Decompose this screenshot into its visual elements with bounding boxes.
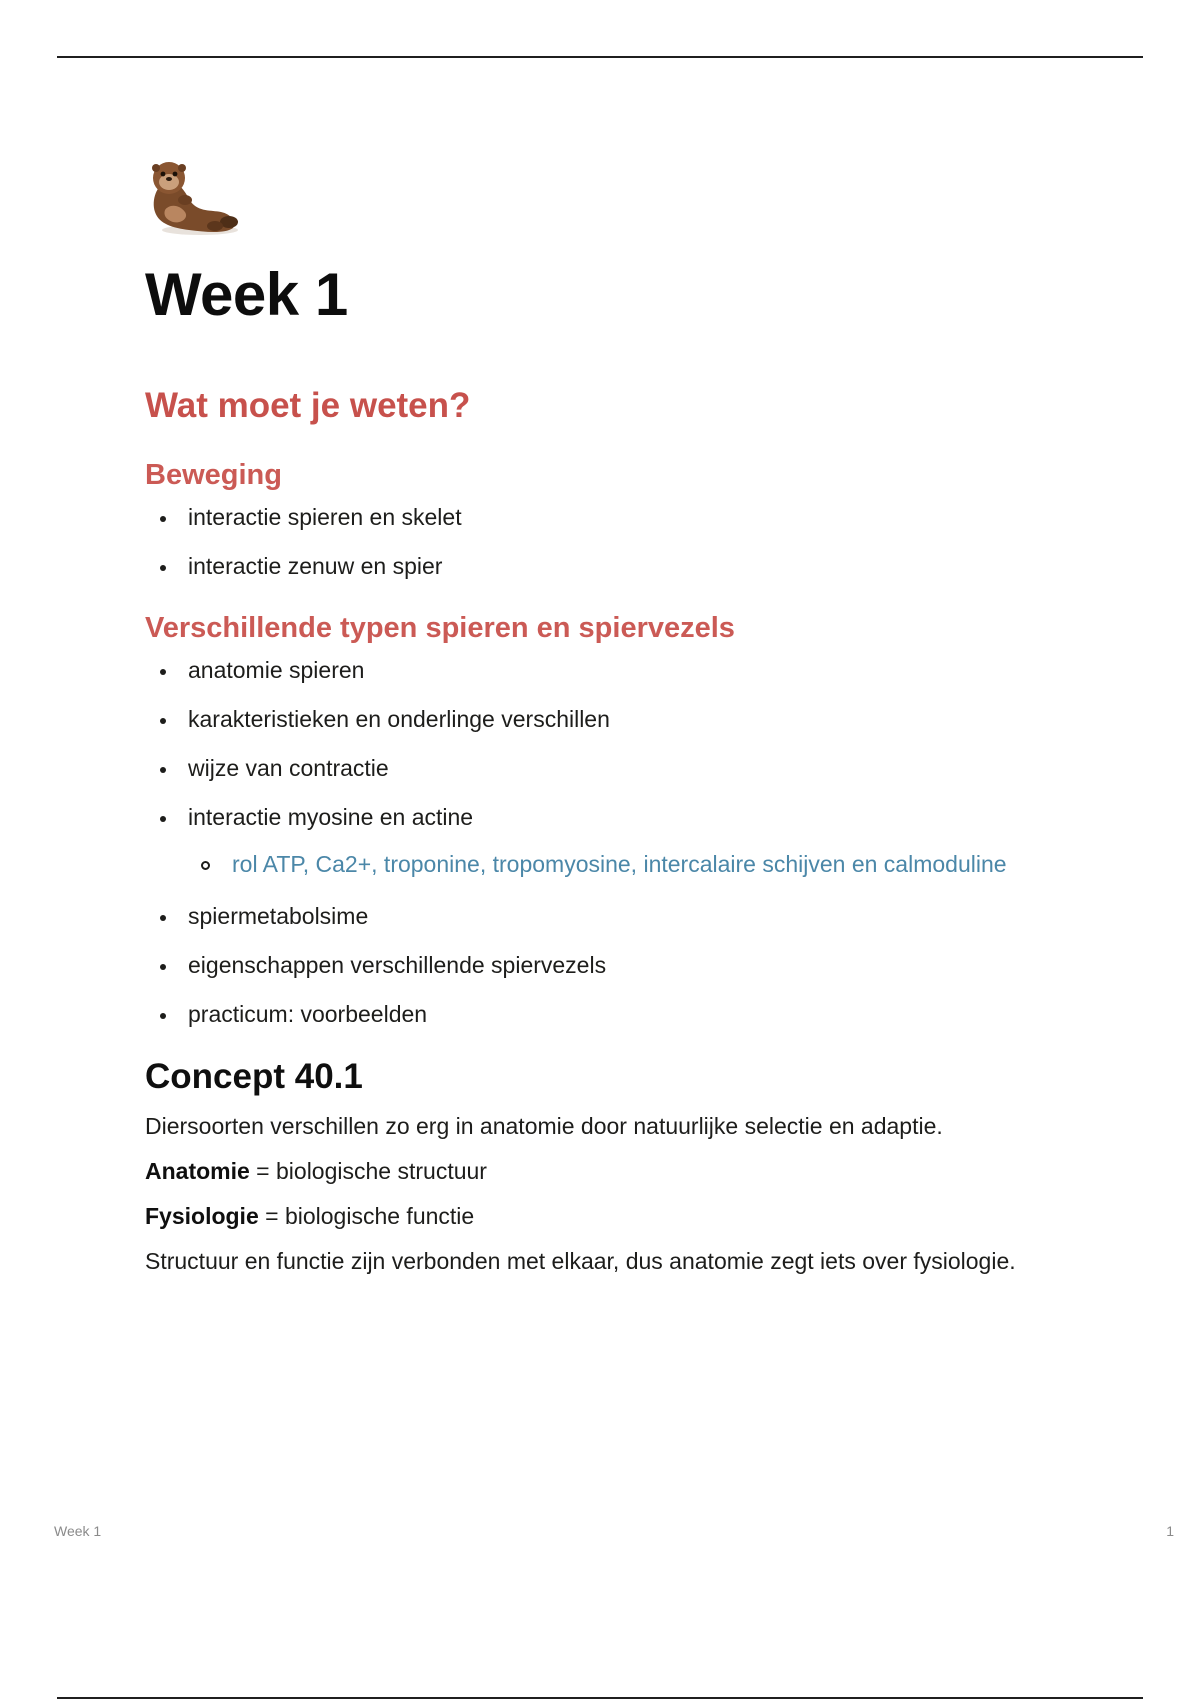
anatomie-def: = biologische structuur — [249, 1158, 487, 1184]
list-item-with-sublist — [145, 802, 1045, 882]
list-item: interactie zenuw en spier — [145, 551, 1045, 581]
page-title: Week 1 — [145, 261, 348, 328]
fysiologie-def: = biologische functie — [258, 1203, 475, 1229]
spieren-list — [145, 655, 1045, 1029]
nested-list — [188, 846, 1045, 882]
list-item: karakteristieken en onderlinge verschillen — [145, 704, 1045, 734]
list-item: spiermetabolsime — [145, 901, 1045, 931]
footer-page-number: 1 — [1166, 1523, 1174, 1539]
anatomie-definition — [145, 1153, 1045, 1189]
list-item: eigenschappen verschillende spiervezels — [145, 950, 1045, 980]
list-item: anatomie spieren — [145, 655, 1045, 685]
bottom-rule — [57, 1697, 1143, 1699]
list-item: wijze van contractie — [145, 753, 1045, 783]
concept-heading: Concept 40.1 — [145, 1057, 363, 1096]
fysiologie-definition — [145, 1198, 1045, 1234]
fysiologie-term: Fysiologie — [145, 1203, 259, 1229]
concept-closing: Structuur en functie zijn verbonden met elkaar, dus anatomie zegt iets over fysiologie. — [145, 1248, 1016, 1274]
beweging-heading: Beweging — [145, 459, 282, 491]
concept-intro: Diersoorten verschillen zo erg in anatomie door natuurlijke selectie en adaptie. — [145, 1113, 943, 1139]
anatomie-term: Anatomie — [145, 1158, 250, 1184]
nested-list-item: rol ATP, Ca2+, troponine, tropomyosine, intercalaire schijven en calmoduline — [188, 846, 1045, 882]
section-heading: Wat moet je weten? — [145, 386, 471, 425]
list-item: practicum: voorbeelden — [145, 999, 1045, 1029]
spieren-heading: Verschillende typen spieren en spiervezels — [145, 612, 735, 644]
page-content — [145, 160, 1045, 1279]
list-item: interactie spieren en skelet — [145, 502, 1045, 532]
beweging-list — [145, 502, 1045, 581]
otter-icon — [145, 160, 245, 238]
top-rule — [57, 56, 1143, 58]
footer-page-title: Week 1 — [54, 1523, 102, 1539]
list-item-label: interactie myosine en actine — [188, 804, 474, 830]
